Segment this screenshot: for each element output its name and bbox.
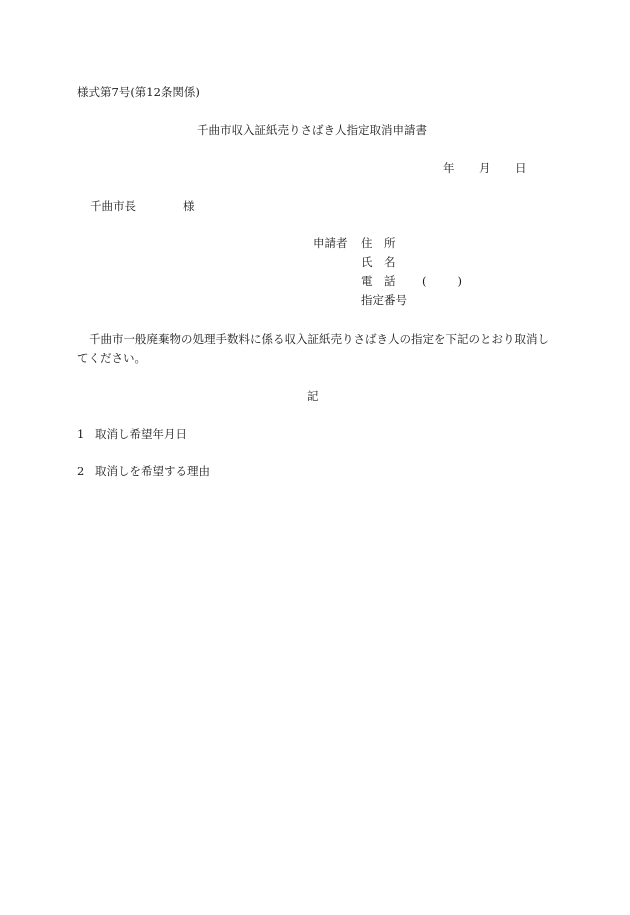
document-title: 千曲市収入証紙売りさばき人指定取消申請書 bbox=[197, 123, 427, 137]
phone-label: 電 話 bbox=[361, 274, 396, 288]
list-item bbox=[77, 427, 187, 441]
ki-heading: 記 bbox=[307, 389, 319, 403]
addressee-name: 千曲市長 bbox=[90, 199, 136, 213]
address-label: 住 所 bbox=[361, 236, 396, 250]
designation-number-label: 指定番号 bbox=[361, 293, 407, 307]
date-month-label: 月 bbox=[479, 161, 491, 175]
applicant-label: 申請者 bbox=[313, 236, 348, 250]
phone-paren-close: ) bbox=[457, 274, 462, 288]
addressee-honorific: 様 bbox=[183, 199, 195, 213]
applicant-phone-row bbox=[361, 274, 462, 288]
date-line bbox=[443, 161, 527, 175]
item-number: 2 bbox=[77, 464, 85, 478]
item-label: 取消しを希望する理由 bbox=[95, 464, 210, 478]
applicant-name-row bbox=[361, 255, 411, 269]
phone-paren-open: ( bbox=[422, 274, 427, 288]
request-body-text: 千曲市一般廃棄物の処理手数料に係る収入証紙売りさばき人の指定を下記のとおり取消してください。 bbox=[77, 332, 549, 365]
item-label: 取消し希望年月日 bbox=[95, 427, 187, 441]
applicant-designation-row bbox=[361, 293, 411, 307]
list-item bbox=[77, 464, 210, 478]
date-day-label: 日 bbox=[515, 161, 527, 175]
date-year-label: 年 bbox=[443, 161, 455, 175]
name-label: 氏 名 bbox=[361, 255, 396, 269]
addressee bbox=[90, 199, 195, 213]
applicant-address-row bbox=[361, 236, 411, 250]
form-number: 様式第7号(第12条関係) bbox=[77, 85, 200, 99]
item-number: 1 bbox=[77, 427, 85, 441]
